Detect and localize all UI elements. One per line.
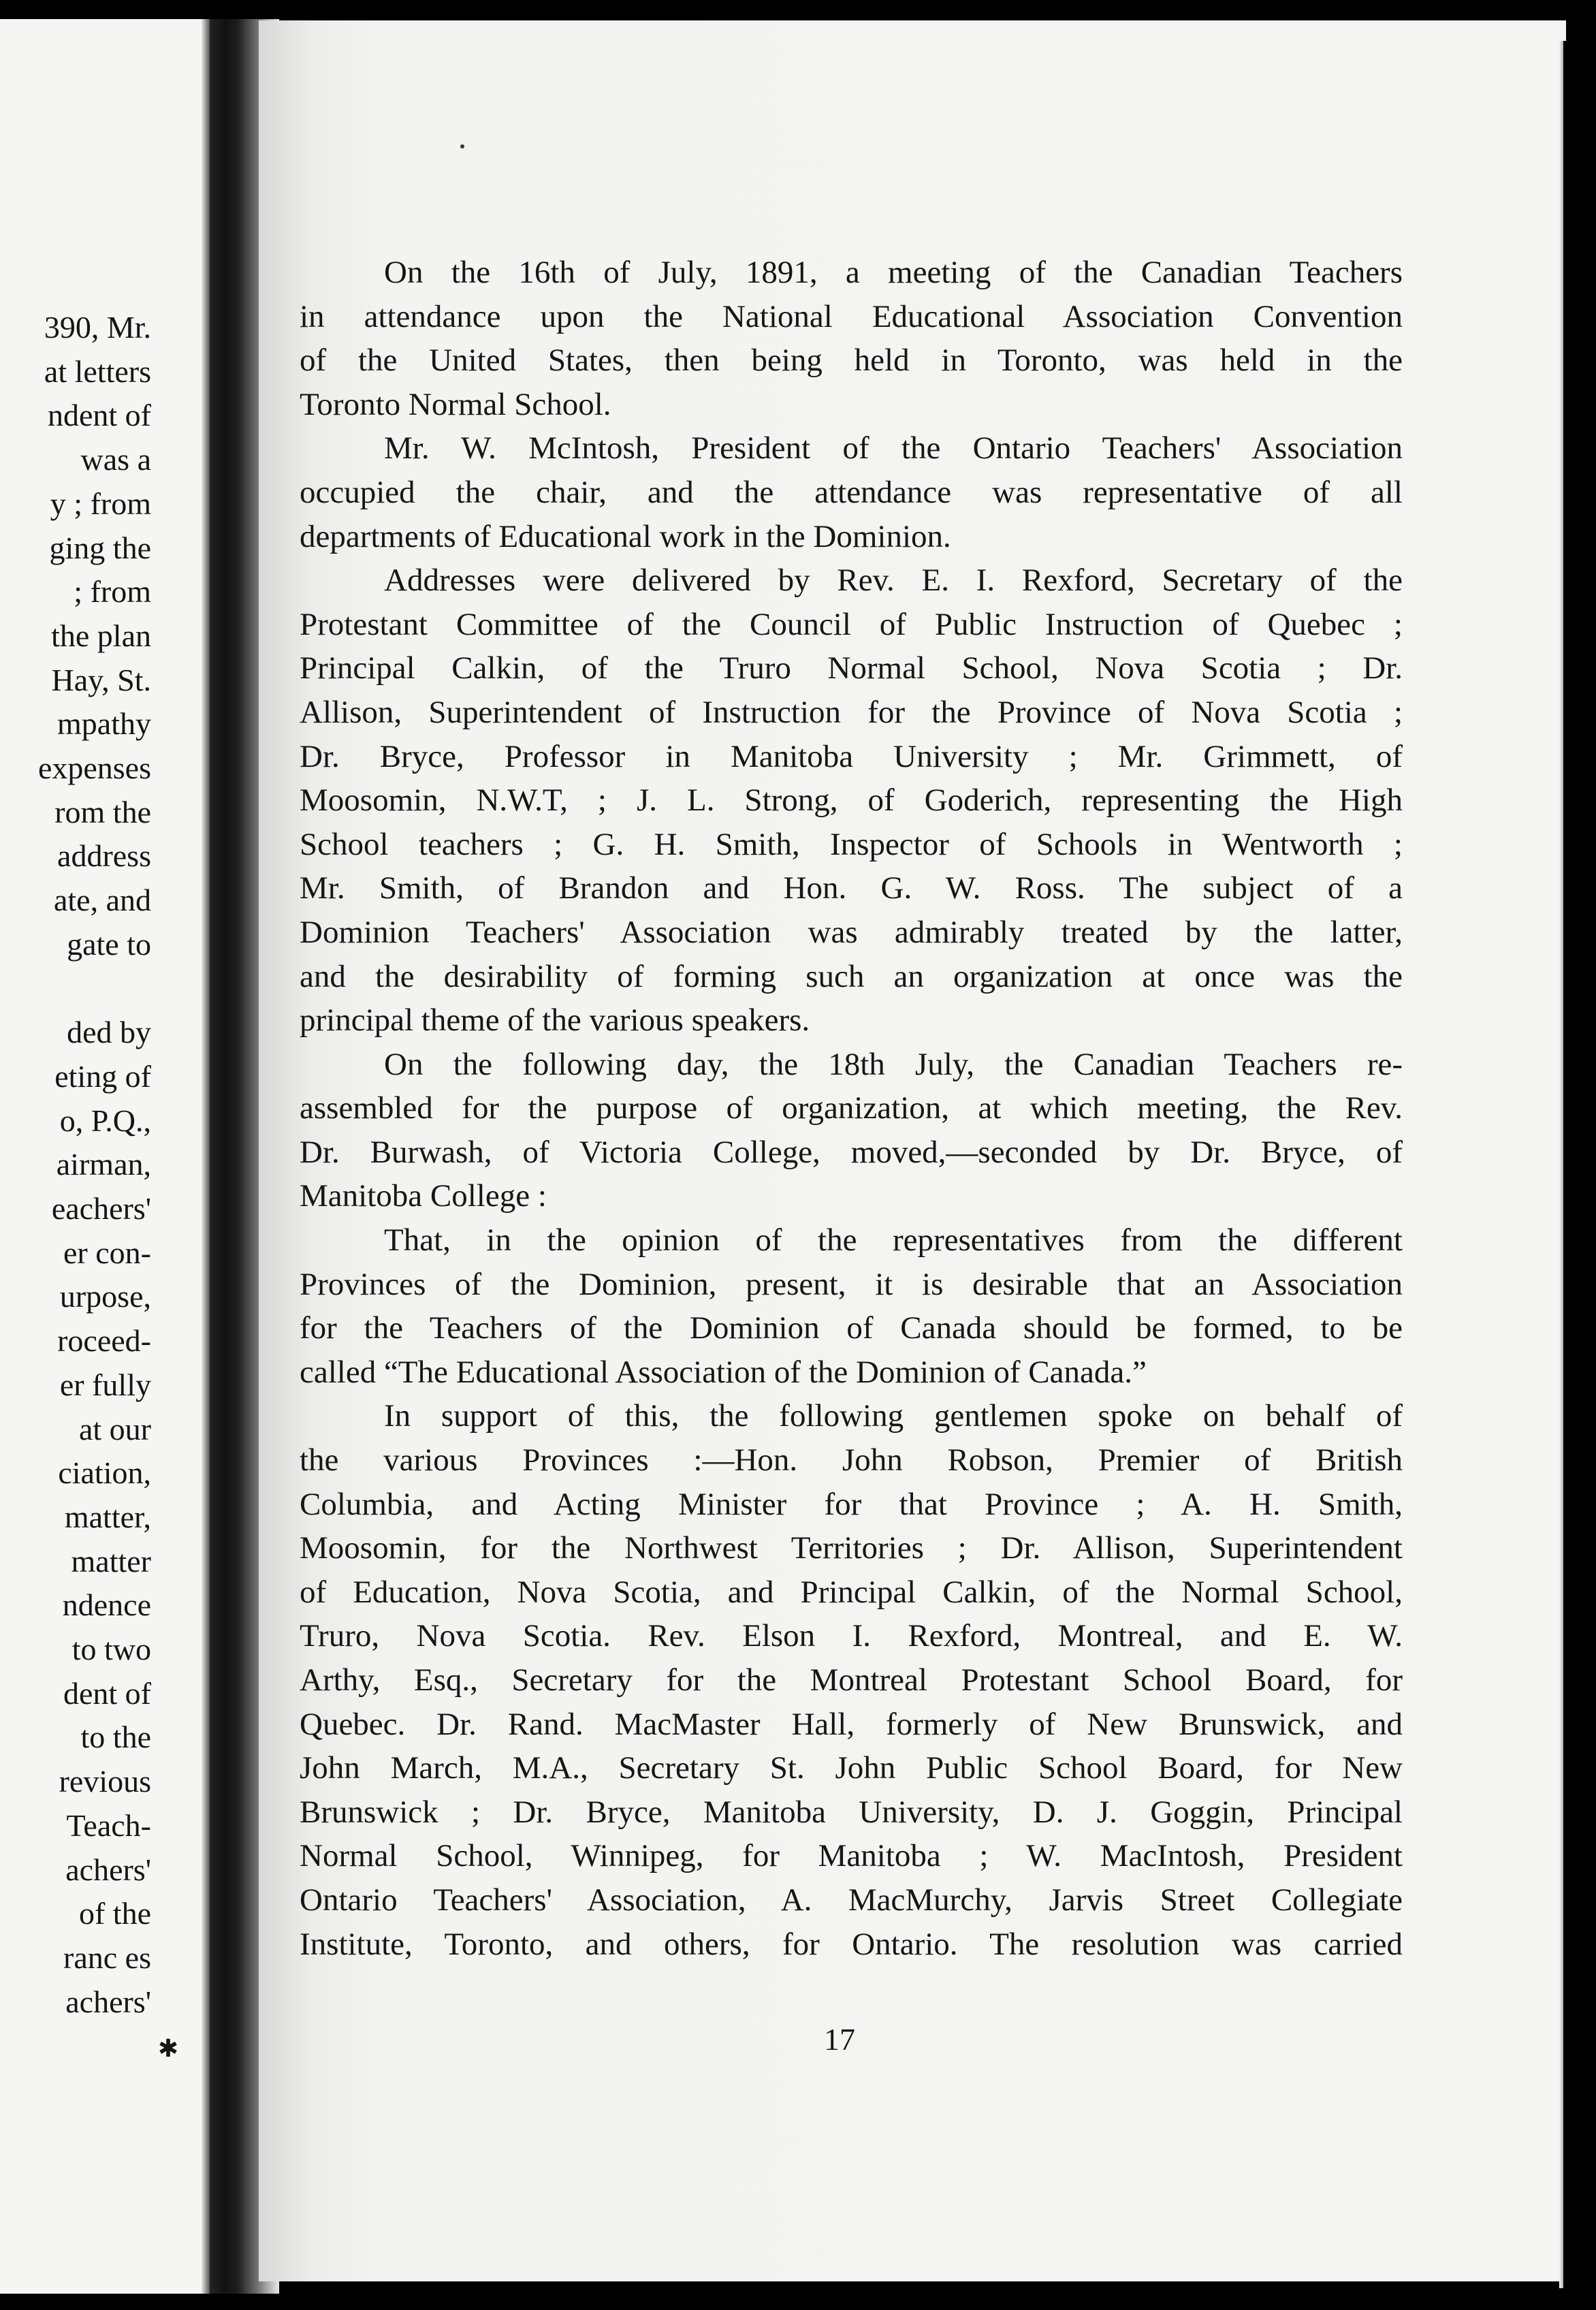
spine-edge (202, 19, 210, 2294)
facing-page-mark: ✱ (157, 2035, 178, 2063)
facing-page-line: ate, and (53, 883, 151, 918)
text-line: Protestant Committee of the Council of Public Instruction of Quebec ; (300, 606, 1403, 642)
paragraph (300, 1218, 1403, 1394)
text-line: in attendance upon the National Educational Association Convention (300, 298, 1403, 334)
facing-page-line: matter, (64, 1499, 151, 1534)
text-line: School teachers ; G. H. Smith, Inspector of Schools in Wentworth ; (300, 826, 1403, 862)
facing-page-line: ging the (49, 530, 151, 565)
text-line: Toronto Normal School. (300, 386, 611, 422)
text-line: Brunswick ; Dr. Bryce, Manitoba University, D. J. Goggin, Principal (300, 1794, 1403, 1830)
facing-page-line: matter (71, 1543, 151, 1579)
facing-page-line: to the (80, 1720, 151, 1755)
facing-page-line: ndence (62, 1587, 151, 1623)
facing-page-line: to two (71, 1632, 151, 1666)
text-line: Allison, Superintendent of Instruction for the Province of Nova Scotia ; (300, 694, 1403, 730)
text-line: Truro, Nova Scotia. Rev. Elson I. Rexford, Montreal, and E. W. (300, 1618, 1403, 1654)
text-line: the various Provinces :—Hon. John Robson, Premier of British (300, 1442, 1403, 1478)
facing-page-line: urpose, (59, 1279, 151, 1314)
text-line: Dr. Bryce, Professor in Manitoba University ; Mr. Grimmett, of (300, 738, 1403, 774)
body-text (300, 251, 1403, 1966)
facing-page-line: gate to (67, 926, 151, 962)
facing-page-line: ndent of (47, 398, 151, 433)
text-line: Institute, Toronto, and others, for Ontario. The resolution was carried (300, 1926, 1403, 1962)
text-line: Manitoba College : (300, 1178, 547, 1214)
text-line: Addresses were delivered by Rev. E. I. Rexford, Secretary of the (384, 563, 1403, 599)
text-line: for the Teachers of the Dominion of Canada should be formed, to be (300, 1310, 1403, 1346)
facing-page-line: er fully (59, 1367, 151, 1402)
facing-page-line: mpathy (57, 706, 151, 742)
facing-page-line: Hay, St. (51, 662, 151, 697)
facing-page-line: of the (78, 1896, 151, 1931)
paragraph (300, 426, 1403, 558)
text-line: Arthy, Esq., Secretary for the Montreal Protestant School Board, for (300, 1662, 1403, 1698)
text-line: Moosomin, N.W.T, ; J. L. Strong, of Goderich, representing the High (300, 782, 1403, 819)
facing-page-line: eting of (54, 1058, 151, 1094)
text-line: assembled for the purpose of organization, at which meeting, the Rev. (300, 1090, 1403, 1126)
paragraph (300, 251, 1403, 426)
text-line: called “The Educational Association of the Dominion of Canada.” (300, 1354, 1147, 1390)
text-line: Quebec. Dr. Rand. MacMaster Hall, formerly of New Brunswick, and (300, 1706, 1403, 1742)
text-line: Normal School, Winnipeg, for Manitoba ; W. MacIntosh, President (300, 1838, 1403, 1874)
text-line: occupied the chair, and the attendance was representative of all (300, 474, 1403, 510)
text-line: departments of Educational work in the Dominion. (300, 518, 951, 554)
facing-page-line: at our (78, 1411, 151, 1446)
facing-page-line: Teach- (66, 1807, 151, 1843)
paragraph (300, 1043, 1403, 1218)
facing-page-line: ; from (74, 574, 151, 610)
facing-page-line: dent of (63, 1675, 151, 1711)
ink-speck (460, 144, 464, 148)
text-line: of Education, Nova Scotia, and Principal Calkin, of the Normal School, (300, 1574, 1403, 1610)
text-line: Provinces of the Dominion, present, it is desirable that an Association (300, 1266, 1403, 1302)
text-line: Dominion Teachers' Association was admirably treated by the latter, (300, 914, 1403, 950)
page-number: 17 (824, 2022, 855, 2057)
facing-page-line: revious (59, 1764, 151, 1799)
text-line: Principal Calkin, of the Truro Normal School, Nova Scotia ; Dr. (300, 650, 1403, 686)
paragraph (300, 558, 1403, 1043)
text-line: Dr. Burwash, of Victoria College, moved,—seconded by Dr. Bryce, of (300, 1134, 1403, 1170)
facing-page-line: expenses (37, 750, 151, 785)
text-line: of the United States, then being held in Toronto, was held in the (300, 343, 1403, 379)
facing-page-line: ranc es (63, 1940, 151, 1975)
text-line: In support of this, the following gentlemen spoke on behalf of (384, 1398, 1403, 1434)
facing-page-line: the plan (51, 618, 151, 653)
facing-page-line: at letters (44, 353, 151, 389)
facing-page-line: roceed- (57, 1323, 151, 1359)
facing-page-line: y ; from (50, 486, 151, 521)
facing-page-line: achers' (65, 1852, 151, 1887)
text-line: On the following day, the 18th July, the Canadian Teachers re- (384, 1046, 1403, 1082)
text-line: Moosomin, for the Northwest Territories ; Dr. Allison, Superintendent (300, 1530, 1403, 1566)
facing-page-line: o, P.Q., (59, 1103, 151, 1138)
facing-page (0, 19, 204, 2294)
facing-page-line: eachers' (51, 1191, 151, 1226)
facing-page-line: er con- (63, 1235, 151, 1270)
facing-page-line: 390, Mr. (44, 310, 151, 345)
text-line: On the 16th of July, 1891, a meeting of the Canadian Teachers (384, 255, 1403, 290)
facing-page-line: address (57, 838, 151, 874)
facing-page-line: was a (80, 442, 151, 477)
facing-page-line: airman, (56, 1147, 151, 1182)
facing-page-line: ciation, (58, 1455, 151, 1491)
facing-page-line: rom the (54, 794, 151, 829)
right-border (1563, 41, 1596, 2295)
facing-page-line: ded by (67, 1015, 151, 1050)
text-line: Columbia, and Acting Minister for that Province ; A. H. Smith, (300, 1486, 1403, 1522)
paragraph (300, 1394, 1403, 1966)
text-line: principal theme of the various speakers. (300, 1002, 810, 1039)
text-line: John March, M.A., Secretary St. John Public School Board, for New (300, 1750, 1403, 1786)
text-line: That, in the opinion of the representatives from the different (384, 1222, 1403, 1259)
text-line: and the desirability of forming such an organization at once was the (300, 958, 1403, 994)
facing-page-line: achers' (65, 1984, 151, 2019)
text-line: Mr. Smith, of Brandon and Hon. G. W. Ross. The subject of a (300, 870, 1403, 906)
text-line: Mr. W. McIntosh, President of the Ontario Teachers' Association (384, 430, 1403, 466)
text-line: Ontario Teachers' Association, A. MacMurchy, Jarvis Street Collegiate (300, 1882, 1403, 1918)
